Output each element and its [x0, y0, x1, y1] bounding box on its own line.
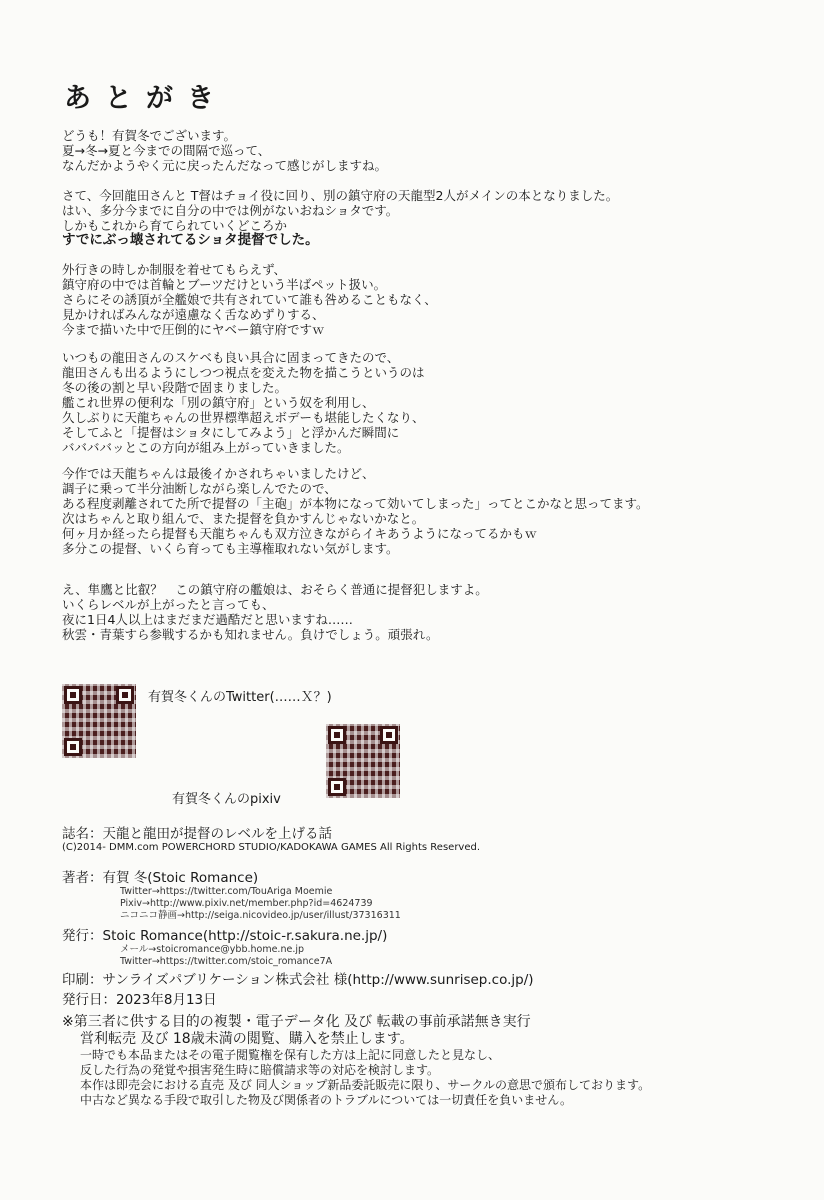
text-line: 鎮守府の中では首輪とブーツだけという半ばペット扱い。 [62, 277, 387, 292]
publish-date: 発行日：2023年8月13日 [62, 992, 217, 1008]
text-line: しかもこれから育てられていくどころか [62, 218, 288, 233]
printer-name: 印刷：サンライズパブリケーション株式会社 様(http://www.sunrisep.co.jp/) [62, 972, 534, 988]
publisher-name: 発行：Stoic Romance(http://stoic-r.sakura.ne.jp/) [62, 928, 388, 944]
text-line: 龍田さんも出るようにしつつ視点を変えた物を描こうというのは [62, 365, 425, 380]
text-line: いくらレベルが上がったと言っても、 [62, 597, 275, 612]
publisher-block [62, 924, 387, 968]
paragraph-origin [62, 350, 762, 455]
publisher-link[interactable]: メール→stoicromance@ybb.home.ne.jp [120, 944, 305, 955]
page-title: あとがき [64, 83, 228, 114]
text-line: 外行きの時しか制服を着せてもらえず、 [62, 262, 287, 277]
notice-subline: 一時でも本品またはその電子閲覧権を保有した方は上記に同意したと見なし、 [80, 1048, 501, 1062]
author-name: 著者：有賀 冬(Stoic Romance) [62, 870, 259, 886]
copyright-text: (C)2014- DMM.com POWERCHORD STUDIO/KADOKAWA GAMES All Rights Reserved. [62, 842, 481, 853]
text-line: どうも！有賀冬でございます。 [62, 128, 237, 143]
text-line: 多分この提督、いくら育っても主導権取れない気がします。 [62, 541, 399, 556]
printer-block [62, 968, 534, 1008]
author-link[interactable]: Pixiv→http://www.pixiv.net/member.php?id=4624739 [120, 898, 373, 909]
paragraph-closing [62, 582, 762, 642]
pixiv-qr-code[interactable] [326, 724, 400, 798]
bold-line: すでにぶっ壊されてるショタ提督でした。 [62, 232, 319, 248]
author-link[interactable]: ニコニコ静画→http://seiga.nicovideo.jp/user/illust/37316311 [120, 910, 401, 921]
text-line: 今まで描いた中で圧倒的にヤベー鎮守府ですｗ [62, 322, 325, 337]
text-line: 何ヶ月か経ったら提督も天龍ちゃんも双方泣きながらイキあうようになってるかもｗ [62, 526, 538, 541]
notice-subline: 本作は即売会における直売 及び 同人ショップ新品委託販売に限り、サークルの意思で頒布しております。 [80, 1078, 651, 1092]
text-line: そしてふと「提督はショタにしてみよう」と浮かんだ瞬間に [62, 425, 400, 440]
publisher-link[interactable]: Twitter→https://twitter.com/stoic_romance7A [120, 956, 333, 967]
pixiv-qr-label: 有賀冬くんのpixiv [172, 792, 281, 807]
text-line: 夏→冬→夏と今までの間隔で巡って、 [62, 143, 271, 158]
text-line: 見かければみんなが遠慮なく舌なめずりする、 [62, 307, 325, 322]
text-line: 次はちゃんと取り組んで、また提督を負かすんじゃないかなと。 [62, 511, 425, 526]
text-line: 冬の後の割と早い段階で固まりました。 [62, 380, 288, 395]
notice-line: ※第三者に供する目的の複製・電子データ化 及び 転載の事前承諾無き実行 [62, 1014, 531, 1030]
text-line: 久しぶりに天龍ちゃんの世界標準超えボデーも堪能したくなり、 [62, 410, 425, 425]
paragraph-greeting [62, 128, 762, 173]
text-line: ある程度剥離されてた所で提督の「主砲」が本物になって効いてしまった」ってとこかなと思ってます。 [62, 496, 649, 511]
notice-subline: 反した行為の発覚や損害発生時に賠償請求等の対応を検討します。 [80, 1063, 440, 1077]
notice-line: 営利転売 及び 18歳未満の閲覧、購入を禁止します。 [80, 1031, 414, 1047]
text-line: さて、今回龍田さんと T督はチョイ役に回り、別の鎮守府の天龍型2人がメインの本となりました。 [62, 188, 619, 203]
paragraph-ending [62, 466, 762, 556]
text-line: いつもの龍田さんのスケベも良い具合に固まってきたので、 [62, 350, 400, 365]
text-line: なんだかようやく元に戻ったんだなって感じがしますね。 [62, 158, 388, 173]
text-line: 今作では天龍ちゃんは最後イかされちゃいましたけど、 [62, 466, 375, 481]
text-line: え、隼鷹と比叡？ この鎮守府の艦娘は、おそらく普通に提督犯しますよ。 [62, 582, 488, 597]
text-line: 夜に1日4人以上はまだまだ過酷だと思いますね…… [62, 612, 353, 627]
text-line: 調子に乗って半分油断しながら楽しんでたので、 [62, 481, 337, 496]
paragraph-setting [62, 262, 762, 337]
text-line: はい、多分今までに自分の中では例がないおねショタです。 [62, 203, 399, 218]
notice-subline: 中古など異なる手段で取引した物及び関係者のトラブルについては一切責任を負いません。 [80, 1093, 573, 1107]
text-line: ババババッとこの方向が組み上がっていきました。 [62, 440, 350, 455]
paragraph-intro [62, 188, 762, 248]
text-line: 秋雲・青葉すら参戦するかも知れません。負けでしょう。頑張れ。 [62, 627, 439, 642]
author-link[interactable]: Twitter→https://twitter.com/TouAriga Moemie [120, 886, 333, 897]
twitter-qr-label: 有賀冬くんのTwitter(……Ｘ？) [148, 690, 332, 705]
twitter-qr-code[interactable] [62, 684, 136, 758]
author-block [62, 866, 401, 922]
text-line: 艦これ世界の便利な「別の鎮守府」という奴を利用し、 [62, 395, 375, 410]
book-title: 誌名：天龍と龍田が提督のレベルを上げる話 (C)2014- DMM.com POWERCHORD STUDIO/KADOKAWA GAMES All Rights Reserved. [62, 826, 481, 853]
text-line: さらにその誘頂が全艦娘で共有されていて誰も咎めることもなく、 [62, 292, 437, 307]
legal-notice [62, 1014, 650, 1108]
